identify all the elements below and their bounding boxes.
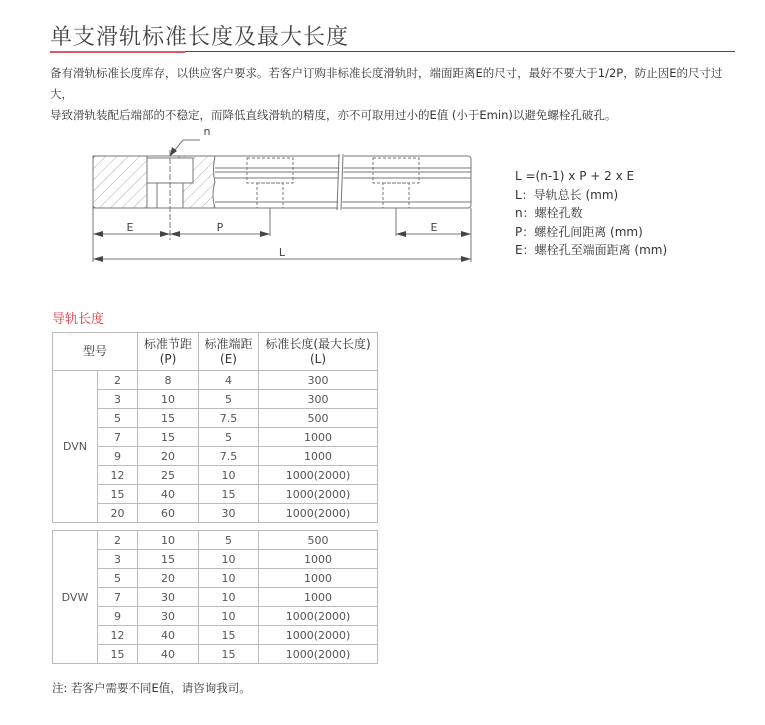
table-cell: 10 <box>199 466 259 485</box>
table-cell: 40 <box>138 645 199 664</box>
table-cell: 15 <box>199 485 259 504</box>
table-cell: 10 <box>138 531 199 550</box>
table-cell: 1000(2000) <box>259 466 378 485</box>
table-cell: 15 <box>199 626 259 645</box>
header-pitch <box>138 333 199 371</box>
table-cell: 7 <box>98 588 138 607</box>
table-row <box>53 428 378 447</box>
table-cell: 3 <box>98 390 138 409</box>
legend-l: L：导轨总长 (mm) <box>515 187 619 202</box>
footnote: 注: 若客户需要不同E值，请咨询我司。 <box>52 681 251 695</box>
table-cell: 1000 <box>259 588 378 607</box>
table-cell: 8 <box>138 371 199 390</box>
table-row <box>53 531 378 550</box>
table-cell: 1000(2000) <box>259 504 378 523</box>
intro-line: 备有滑轨标准长度库存，以供应客户要求。若客户订购非标准长度滑轨时，端面距离E的尺寸，最好不要大于1/2P，防止因E的尺寸过大， <box>50 66 723 101</box>
table-row <box>53 588 378 607</box>
intro-text <box>50 63 740 126</box>
table-cell: 15 <box>138 409 199 428</box>
table-cell: 15 <box>199 645 259 664</box>
model-name: DVN <box>53 371 98 523</box>
table-cell: 30 <box>199 504 259 523</box>
table-cell: 10 <box>138 390 199 409</box>
page-title: 单支滑轨标准长度及最大长度 <box>50 25 350 50</box>
table-cell: 20 <box>138 447 199 466</box>
model-name: DVW <box>53 531 98 664</box>
table-row <box>53 569 378 588</box>
table-row <box>53 607 378 626</box>
table-row <box>53 485 378 504</box>
table-cell: 4 <box>199 371 259 390</box>
legend-n: n：螺栓孔数 <box>515 206 583 220</box>
table-cell: 20 <box>138 569 199 588</box>
formula-legend <box>515 167 667 260</box>
table-row <box>53 626 378 645</box>
table-cell: 7 <box>98 428 138 447</box>
table-cell: 1000 <box>259 447 378 466</box>
header-end <box>199 333 259 371</box>
table-cell: 500 <box>259 409 378 428</box>
table-cell: 10 <box>199 550 259 569</box>
table-cell: 5 <box>199 531 259 550</box>
table-cell: 30 <box>138 607 199 626</box>
table-cell: 10 <box>199 569 259 588</box>
table-cell: 25 <box>138 466 199 485</box>
table-cell: 5 <box>199 428 259 447</box>
table-cell: 9 <box>98 447 138 466</box>
table-cell: 1000(2000) <box>259 645 378 664</box>
table-cell: 15 <box>98 645 138 664</box>
header-unit: (L) <box>309 351 327 366</box>
legend-p: P：螺栓孔间距离 (mm) <box>515 224 643 239</box>
table-row <box>53 447 378 466</box>
table-cell: 2 <box>98 531 138 550</box>
table-cell: 5 <box>98 409 138 428</box>
header-unit: (E) <box>220 351 237 366</box>
title-divider-accent <box>50 51 185 53</box>
table-row <box>53 466 378 485</box>
table-cell: 5 <box>199 390 259 409</box>
table-cell: 1000(2000) <box>259 626 378 645</box>
table-cell: 40 <box>138 626 199 645</box>
header-model: 型号 <box>53 333 138 371</box>
table-cell: 12 <box>98 466 138 485</box>
rail-diagram <box>85 120 485 270</box>
label-e-left: E <box>126 221 134 234</box>
header-length <box>259 333 378 371</box>
label-l: L <box>278 246 286 259</box>
table-cell: 7.5 <box>199 409 259 428</box>
rail-length-table-dvw <box>52 530 378 664</box>
section-heading: 导轨长度 <box>52 312 105 327</box>
table-cell: 1000 <box>259 550 378 569</box>
table-cell: 15 <box>138 428 199 447</box>
label-n: n <box>203 125 211 138</box>
label-e-right: E <box>430 221 438 234</box>
table-cell: 12 <box>98 626 138 645</box>
header-text: 标准端距 <box>204 336 253 351</box>
table-cell: 7.5 <box>199 447 259 466</box>
table-row <box>53 371 378 390</box>
table-cell: 500 <box>259 531 378 550</box>
label-p: P <box>216 221 224 234</box>
table-cell: 1000 <box>259 569 378 588</box>
formula: L =(n-1) x P + 2 x E <box>515 169 635 183</box>
table-cell: 60 <box>138 504 199 523</box>
table-row <box>53 550 378 569</box>
table-cell: 30 <box>138 588 199 607</box>
table-cell: 10 <box>199 607 259 626</box>
rail-length-table-dvn <box>52 332 378 523</box>
table-cell: 3 <box>98 550 138 569</box>
table-cell: 15 <box>138 550 199 569</box>
table-cell: 15 <box>98 485 138 504</box>
table-cell: 5 <box>98 569 138 588</box>
table-cell: 9 <box>98 607 138 626</box>
table-cell: 300 <box>259 390 378 409</box>
header-row <box>53 333 378 371</box>
intro-line: 导致滑轨装配后端部的不稳定，而降低直线滑轨的精度，亦不可取用过小的E值 (小于Emin)以避免螺栓孔破孔。 <box>50 108 617 122</box>
header-unit: (P) <box>159 351 177 366</box>
table-cell: 1000(2000) <box>259 485 378 504</box>
table-cell: 40 <box>138 485 199 504</box>
table-cell: 10 <box>199 588 259 607</box>
table-cell: 1000 <box>259 428 378 447</box>
header-text: 标准节距 <box>143 336 192 351</box>
table-row <box>53 390 378 409</box>
header-text: 标准长度(最大长度) <box>265 336 371 351</box>
table-row <box>53 645 378 664</box>
table-cell: 1000(2000) <box>259 607 378 626</box>
table-cell: 20 <box>98 504 138 523</box>
table-cell: 2 <box>98 371 138 390</box>
legend-e: E：螺栓孔至端面距离 (mm) <box>515 243 668 257</box>
table-row <box>53 504 378 523</box>
table-cell: 300 <box>259 371 378 390</box>
table-row <box>53 409 378 428</box>
